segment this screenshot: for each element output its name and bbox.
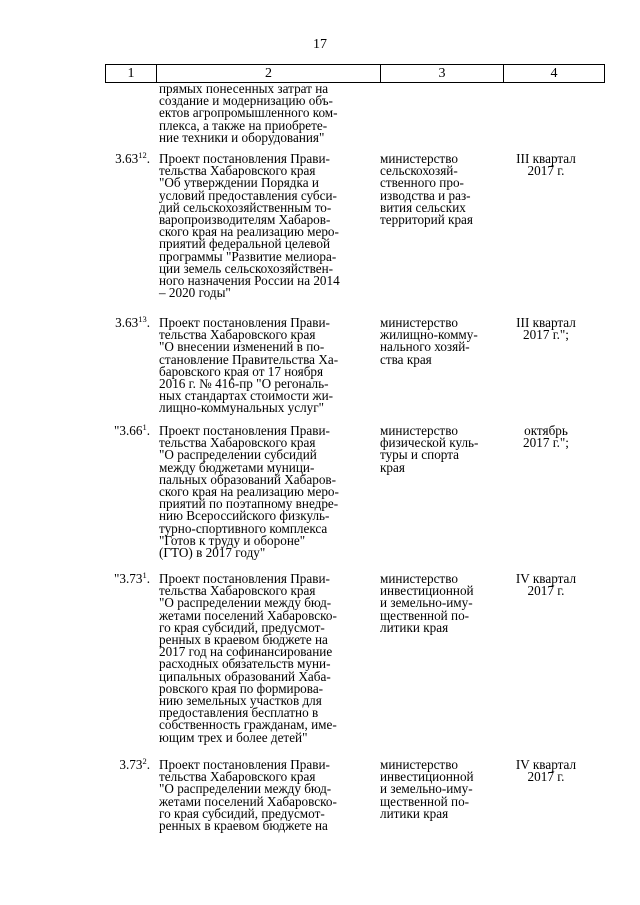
text-line: "Готов к труду и обороне" — [159, 532, 306, 548]
item-description — [159, 153, 379, 299]
text-line: министерство — [380, 151, 458, 166]
item-deadline — [496, 317, 596, 341]
item-responsible — [380, 153, 492, 226]
text-line: ренных в краевом бюджете на — [159, 818, 328, 834]
item-description — [159, 425, 379, 559]
text-line: ственного про- — [380, 175, 464, 191]
item-number-prefix: " — [113, 423, 120, 438]
text-line: Проект постановления Прави- — [159, 315, 330, 330]
text-line: IV квартал — [515, 571, 577, 586]
text-line: приятий федеральной целевой — [159, 236, 331, 252]
text-line: ции земель сельскохозяйствен- — [159, 260, 334, 276]
text-line: плекса, а также на приобрете- — [159, 117, 328, 133]
text-line: октябрь — [524, 423, 568, 438]
text-line: сельскохозяй- — [380, 163, 458, 179]
text-line: 2017 г. — [527, 583, 565, 599]
text-line: го края субсидий, предусмот- — [159, 619, 325, 635]
text-line: "О распределении между бюд- — [159, 781, 332, 797]
text-line: щественной по- — [380, 793, 470, 809]
text-line: 2017 г. — [527, 163, 565, 179]
text-line: министерство — [380, 315, 458, 330]
text-line: тельства Хабаровского края — [159, 163, 316, 179]
text-line: прямых понесенных затрат на — [159, 81, 329, 96]
text-line: литики края — [380, 619, 449, 635]
item-number-suffix: . — [146, 571, 150, 586]
item-number-suffix: . — [146, 315, 150, 330]
text-line: расходных обязательств муни- — [159, 656, 331, 672]
item-responsible — [380, 317, 492, 366]
item-number-suffix: . — [146, 423, 150, 438]
text-line: Проект постановления Прави- — [159, 571, 330, 586]
header-cell-4: 4 — [550, 66, 558, 81]
text-line: Проект постановления Прави- — [159, 423, 330, 438]
item-number-main: 3.73 — [119, 571, 143, 586]
text-line: III квартал — [516, 315, 576, 330]
text-line: ных стандартах стоимости жи- — [159, 388, 334, 404]
text-line: тельства Хабаровского края — [159, 583, 316, 599]
text-line: тельства Хабаровского края — [159, 435, 316, 451]
text-line: "О распределении между бюд- — [159, 595, 332, 611]
text-line: лищно-коммунальных услуг" — [159, 400, 325, 416]
text-line: физической куль- — [380, 435, 479, 451]
text-line: ципальных образований Хаба- — [159, 668, 331, 684]
text-line: министерство — [380, 757, 458, 772]
item-number-superscript: 1 — [142, 422, 147, 432]
text-line: Проект постановления Прави- — [159, 151, 330, 166]
item-deadline — [496, 573, 596, 597]
text-line: 2017 г."; — [523, 327, 569, 343]
text-line: нию Всероссийского физкуль- — [159, 508, 330, 524]
text-line: и земельно-иму- — [380, 781, 473, 797]
item-deadline — [496, 425, 596, 449]
item-description — [159, 759, 379, 832]
text-line: предоставления бесплатно в — [159, 705, 319, 721]
item-responsible — [380, 425, 492, 474]
text-line: – 2020 годы" — [159, 285, 231, 301]
text-line: дий сельскохозяйственным то- — [159, 199, 332, 215]
item-number-main: 3.63 — [115, 151, 139, 166]
item-number — [115, 314, 150, 330]
text-line: IV квартал — [515, 757, 577, 772]
item-number — [113, 570, 150, 586]
text-line: условий предоставления субси- — [159, 187, 337, 203]
continued-text — [159, 83, 379, 144]
text-line: инвестиционной — [380, 583, 474, 599]
text-line: и земельно-иму- — [380, 595, 473, 611]
text-line: ства края — [380, 351, 432, 367]
text-line: территорий края — [380, 212, 473, 228]
text-line: вития сельских — [380, 199, 466, 215]
item-number-suffix: . — [146, 151, 150, 166]
text-line: Проект постановления Прави- — [159, 757, 330, 772]
item-number-prefix: " — [113, 571, 120, 586]
item-number-superscript: 1 — [142, 570, 147, 580]
text-line: 2017 г."; — [523, 435, 569, 451]
item-number — [115, 150, 150, 166]
item-number-main: 3.63 — [115, 315, 139, 330]
item-number-suffix: . — [146, 757, 150, 772]
text-line: приятий по поэтапному внедре- — [159, 496, 339, 512]
text-line: ровского края по формирова- — [159, 680, 324, 696]
text-line: ектов агропромышленного ком- — [159, 105, 338, 121]
item-number-main: 3.66 — [119, 423, 143, 438]
text-line: "Об утверждении Порядка и — [159, 175, 319, 191]
text-line: жетами поселений Хабаровско- — [159, 607, 337, 623]
text-line: министерство — [380, 423, 458, 438]
text-line: создание и модернизацию объ- — [159, 93, 333, 109]
text-line: изводства и раз- — [380, 187, 471, 203]
text-line: баровского края от 17 ноября — [159, 363, 324, 379]
text-line: жетами поселений Хабаровско- — [159, 793, 337, 809]
text-line: края — [380, 459, 405, 475]
item-deadline — [496, 153, 596, 177]
item-responsible — [380, 759, 492, 820]
page-number: 17 — [313, 37, 327, 52]
text-line: тельства Хабаровского края — [159, 327, 316, 343]
item-description — [159, 573, 379, 744]
text-line: нию земельных участков для — [159, 693, 322, 709]
header-cell-1: 1 — [106, 65, 157, 82]
text-line: туры и спорта — [380, 447, 459, 463]
text-line: инвестиционной — [380, 769, 474, 785]
text-line: между бюджетами муници- — [159, 459, 315, 475]
text-line: ющим трех и более детей" — [159, 729, 308, 745]
text-line: (ГТО) в 2017 году" — [159, 545, 266, 561]
text-line: "О внесении изменений в по- — [159, 339, 325, 355]
text-line: становление Правительства Ха- — [159, 351, 339, 367]
text-line: ние техники и оборудования" — [159, 129, 325, 145]
item-responsible — [380, 573, 492, 634]
text-line: 2017 год на софинансирование — [159, 644, 333, 660]
text-line: пальных образований Хабаров- — [159, 471, 337, 487]
text-line: 2016 г. № 416-пр "О регональ- — [159, 376, 329, 392]
item-deadline — [496, 759, 596, 783]
text-line: ского края на реализацию меро- — [159, 224, 339, 240]
item-number — [113, 422, 150, 438]
text-line: нального хозяй- — [380, 339, 470, 355]
text-line: литики края — [380, 805, 449, 821]
text-line: собственность гражданам, име- — [159, 717, 337, 733]
item-number — [119, 756, 150, 772]
text-line: варопроизводителям Хабаров- — [159, 212, 331, 228]
item-number-main: 3.73 — [119, 757, 143, 772]
text-line: министерство — [380, 571, 458, 586]
text-line: программы "Развитие мелиора- — [159, 248, 337, 264]
text-line: турно-спортивного комплекса — [159, 520, 328, 536]
text-line: "О распределении субсидий — [159, 447, 317, 463]
text-line: ского края на реализацию меро- — [159, 484, 339, 500]
text-line: 2017 г. — [527, 769, 565, 785]
text-line: го края субсидий, предусмот- — [159, 805, 325, 821]
header-cell-3: 3 — [381, 65, 504, 82]
text-line: III квартал — [516, 151, 576, 166]
header-cell-2: 2 — [157, 65, 381, 82]
text-line: ренных в краевом бюджете на — [159, 632, 328, 648]
text-line: ного назначения России на 2014 — [159, 273, 340, 289]
item-number-superscript: 13 — [138, 314, 147, 324]
text-line: тельства Хабаровского края — [159, 769, 316, 785]
text-line: жилищно-комму- — [380, 327, 478, 343]
item-description — [159, 317, 379, 415]
item-number-superscript: 2 — [142, 756, 147, 766]
item-number-superscript: 12 — [138, 150, 147, 160]
text-line: щественной по- — [380, 607, 470, 623]
